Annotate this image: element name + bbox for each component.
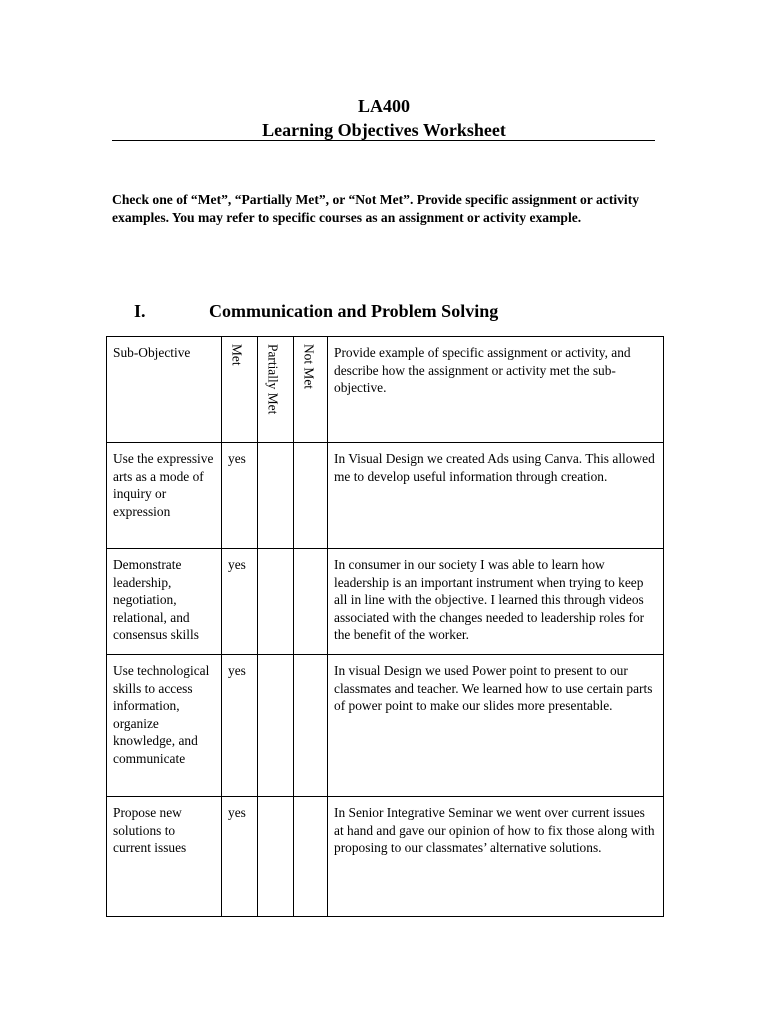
course-code: LA400 — [357, 96, 410, 116]
header-met: Met — [229, 344, 245, 366]
header-met-cell — [222, 337, 258, 443]
title-underline — [112, 140, 655, 141]
row-example: In Visual Design we created Ads using Canva. This allowed me to develop useful information through creation. — [328, 443, 664, 549]
row-met: yes — [222, 549, 258, 655]
row-sub-objective: Propose new solutions to current issues — [107, 797, 222, 917]
row-partially-met — [258, 655, 294, 797]
row-example: In visual Design we used Power point to present to our classmates and teacher. We learned how to use certain parts of power point to make our slides more presentable. — [328, 655, 664, 797]
objectives-table — [106, 336, 664, 917]
header-partially-met-cell — [258, 337, 294, 443]
table-header-row — [107, 337, 664, 443]
worksheet-title: Learning Objectives Worksheet — [262, 120, 506, 140]
table-row — [107, 443, 664, 549]
header-example: Provide example of specific assignment or activity, and describe how the assignment or activity met the sub-objective. — [328, 337, 664, 443]
row-example: In consumer in our society I was able to learn how leadership is an important instrument when trying to keep all in line with the objective. I learned this through videos associated with the changes needed to leadership roles for the benefit of the worker. — [328, 549, 664, 655]
row-met: yes — [222, 797, 258, 917]
section-title: Communication and Problem Solving — [209, 301, 499, 321]
row-met: yes — [222, 655, 258, 797]
header-not-met: Not Met — [301, 344, 317, 390]
table-row — [107, 549, 664, 655]
row-partially-met — [258, 443, 294, 549]
row-not-met — [294, 549, 328, 655]
row-sub-objective: Use the expressive arts as a mode of inquiry or expression — [107, 443, 222, 549]
instructions-text: Check one of “Met”, “Partially Met”, or “Not Met”. Provide specific assignment or activity examples. You may refer to specific courses as an assignment or activity example. — [112, 192, 640, 225]
row-met: yes — [222, 443, 258, 549]
header-partially-met: Partially Met — [265, 344, 281, 415]
row-sub-objective: Use technological skills to access information, organize knowledge, and communicate — [107, 655, 222, 797]
row-not-met — [294, 443, 328, 549]
row-partially-met — [258, 549, 294, 655]
row-partially-met — [258, 797, 294, 917]
row-sub-objective: Demonstrate leadership, negotiation, relational, and consensus skills — [107, 549, 222, 655]
section-number: I. — [134, 301, 146, 321]
row-example: In Senior Integrative Seminar we went over current issues at hand and gave our opinion of how to fix those along with proposing to our classmates’ alternative solutions. — [328, 797, 664, 917]
table-row — [107, 797, 664, 917]
row-not-met — [294, 797, 328, 917]
header-not-met-cell — [294, 337, 328, 443]
row-not-met — [294, 655, 328, 797]
table-row — [107, 655, 664, 797]
header-sub-objective: Sub-Objective — [107, 337, 222, 443]
section-heading — [134, 300, 498, 322]
